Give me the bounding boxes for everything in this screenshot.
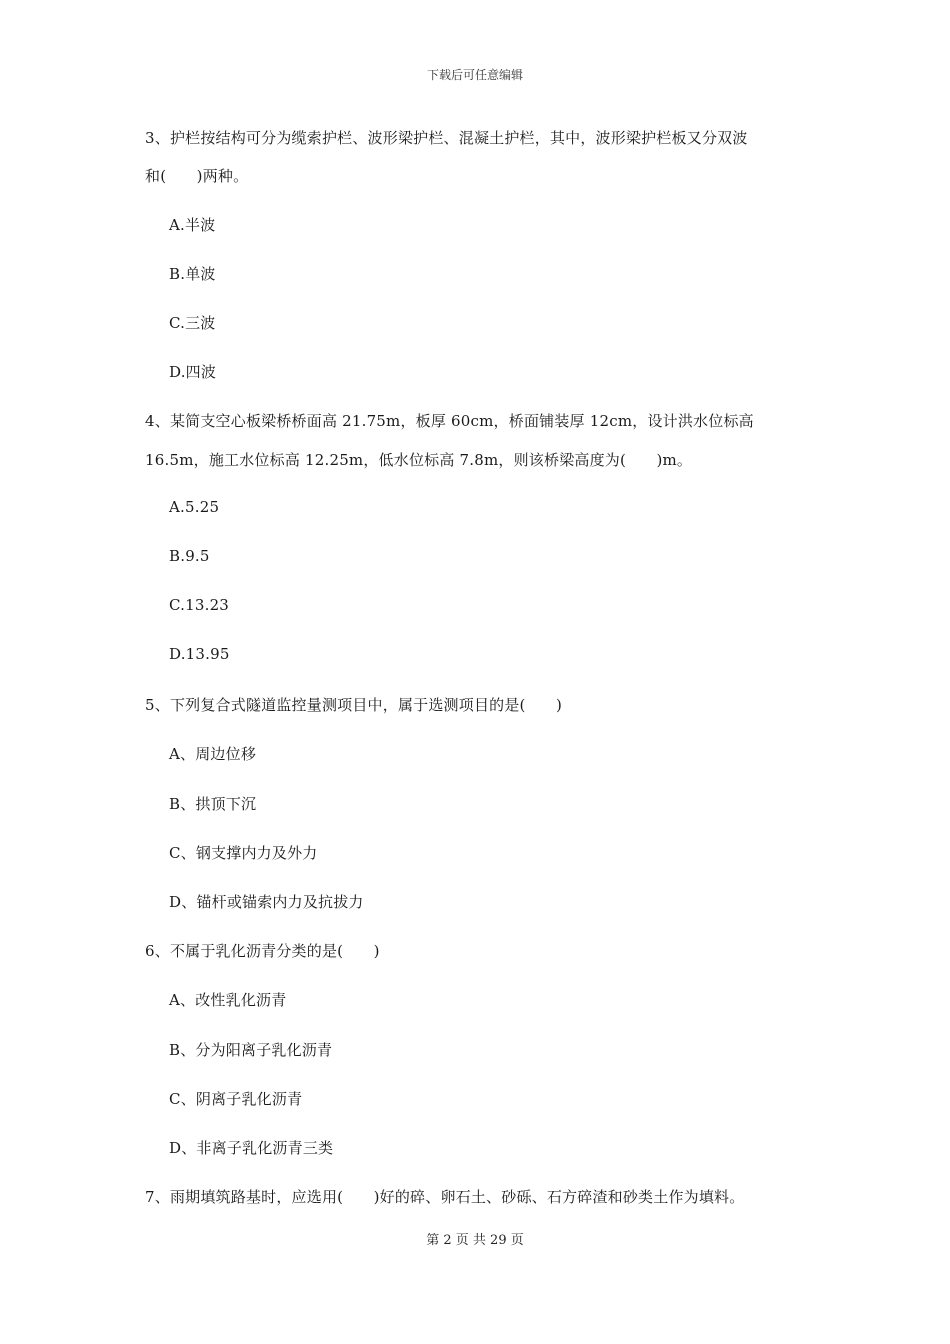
question-3-option-a: A.半波 bbox=[169, 216, 216, 234]
page-header: 下载后可任意编辑 bbox=[426, 68, 523, 82]
question-3-option-c: C.三波 bbox=[169, 314, 216, 332]
question-3-line-2: 和( )两种。 bbox=[145, 167, 249, 185]
question-4-option-a: A.5.25 bbox=[169, 498, 220, 516]
question-5-option-a: A、周边位移 bbox=[169, 745, 257, 763]
question-5-option-d: D、锚杆或锚索内力及抗拔力 bbox=[169, 893, 364, 911]
question-4-line-2: 16.5m，施工水位标高 12.25m，低水位标高 7.8m，则该桥梁高度为( )m。 bbox=[145, 451, 693, 469]
question-5-option-b: B、拱顶下沉 bbox=[169, 795, 257, 813]
question-6-line-1: 6、不属于乳化沥青分类的是( ) bbox=[145, 942, 380, 960]
question-5-line-1: 5、下列复合式隧道监控量测项目中，属于选测项目的是( ) bbox=[145, 696, 563, 714]
question-4-option-b: B.9.5 bbox=[169, 547, 210, 565]
question-3-option-d: D.四波 bbox=[169, 363, 217, 381]
question-7-line-1: 7、雨期填筑路基时，应选用( )好的碎、卵石土、砂砾、石方碎渣和砂类土作为填料。 bbox=[145, 1188, 745, 1206]
question-6-option-b: B、分为阳离子乳化沥青 bbox=[169, 1041, 333, 1059]
question-6-option-d: D、非离子乳化沥青三类 bbox=[169, 1139, 334, 1157]
question-6-option-a: A、改性乳化沥青 bbox=[169, 991, 287, 1009]
question-5-option-c: C、钢支撑内力及外力 bbox=[169, 844, 318, 862]
question-6-option-c: C、阴离子乳化沥青 bbox=[169, 1090, 303, 1108]
question-4-option-c: C.13.23 bbox=[169, 596, 230, 614]
question-3-option-b: B.单波 bbox=[169, 265, 216, 283]
page-footer: 第 2 页 共 29 页 bbox=[426, 1233, 524, 1248]
question-4-line-1: 4、某简支空心板梁桥桥面高 21.75m，板厚 60cm，桥面铺装厚 12cm，设计洪水位标高 bbox=[145, 412, 754, 430]
question-4-option-d: D.13.95 bbox=[169, 645, 230, 663]
question-3-line-1: 3、护栏按结构可分为缆索护栏、波形梁护栏、混凝土护栏，其中，波形梁护栏板又分双波 bbox=[145, 129, 748, 147]
